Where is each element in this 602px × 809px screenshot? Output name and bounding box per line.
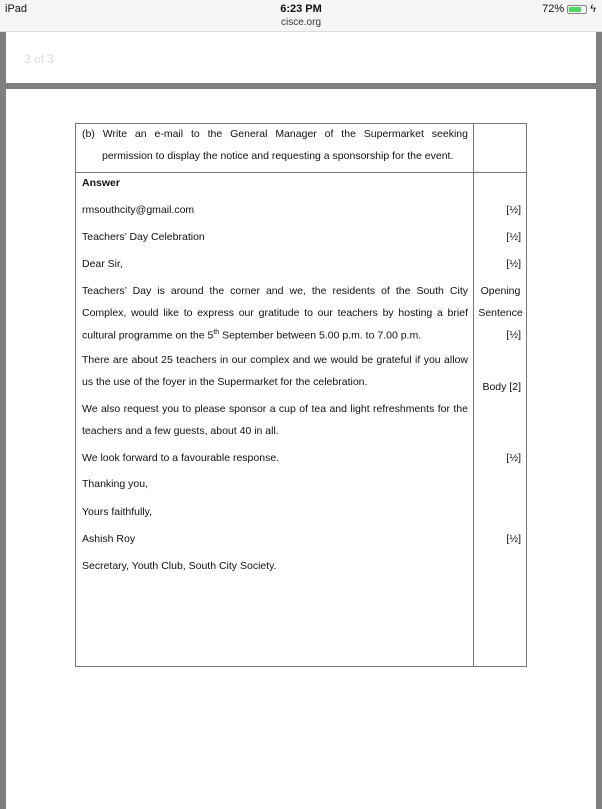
- paragraph-line: us the use of the foyer in the Supermarket for the celebration.: [82, 376, 368, 388]
- mark: [½]: [506, 258, 521, 270]
- battery-icon: [567, 5, 587, 14]
- battery-percent: 72%: [542, 3, 565, 15]
- mark: [½]: [506, 533, 521, 545]
- pdf-page-previous: [6, 32, 596, 83]
- paragraph-line: cultural programme on the 5th September between 5.00 p.m. to 7.00 p.m.: [82, 329, 422, 342]
- closing-line: We look forward to a favourable response.: [82, 452, 280, 464]
- salutation: Dear Sir,: [82, 258, 123, 270]
- url-label[interactable]: cisce.org: [280, 17, 321, 28]
- mark: Opening: [480, 285, 521, 297]
- row-divider: [76, 172, 526, 173]
- mark: [½]: [506, 231, 521, 243]
- signoff-line: Yours faithfully,: [82, 506, 153, 518]
- email-address: rmsouthcity@gmail.com: [82, 204, 195, 216]
- mark: Sentence: [478, 307, 523, 319]
- status-bar: [0, 0, 602, 32]
- paragraph-line: Teachers’ Day is around the corner and we, the residents of the South City: [82, 285, 468, 297]
- paragraph-line: There are about 25 teachers in our complex and we would be grateful if you allow: [82, 354, 468, 366]
- page-indicator: 3 of 3: [24, 52, 55, 66]
- thanks-line: Thanking you,: [82, 478, 148, 490]
- sender-name: Ashish Roy: [82, 533, 136, 545]
- subject-line: Teachers’ Day Celebration: [82, 231, 205, 243]
- sender-designation: Secretary, Youth Club, South City Society.: [82, 560, 277, 572]
- paragraph-line: Complex, would like to express our gratitude to our teachers by hosting a brief: [82, 307, 468, 319]
- answer-heading: Answer: [82, 177, 120, 189]
- mark: [½]: [506, 204, 521, 216]
- device-label: iPad: [5, 3, 28, 15]
- clock: 6:23 PM: [280, 3, 322, 15]
- battery-status: [542, 3, 596, 15]
- mark: [½]: [506, 329, 521, 341]
- charging-icon: ϟ: [590, 3, 596, 15]
- paragraph-line: We also request you to please sponsor a cup of tea and light refreshments for the: [82, 403, 468, 415]
- paragraph-line: teachers and a few guests, about 40 in all.: [82, 425, 279, 437]
- question-line-2: permission to display the notice and requesting a sponsorship for the event.: [102, 150, 454, 162]
- mark: Body [2]: [482, 381, 521, 393]
- answer-table: [75, 123, 527, 667]
- mark: [½]: [506, 452, 521, 464]
- question-line-1: (b) Write an e-mail to the General Manager of the Supermarket seeking: [82, 128, 468, 140]
